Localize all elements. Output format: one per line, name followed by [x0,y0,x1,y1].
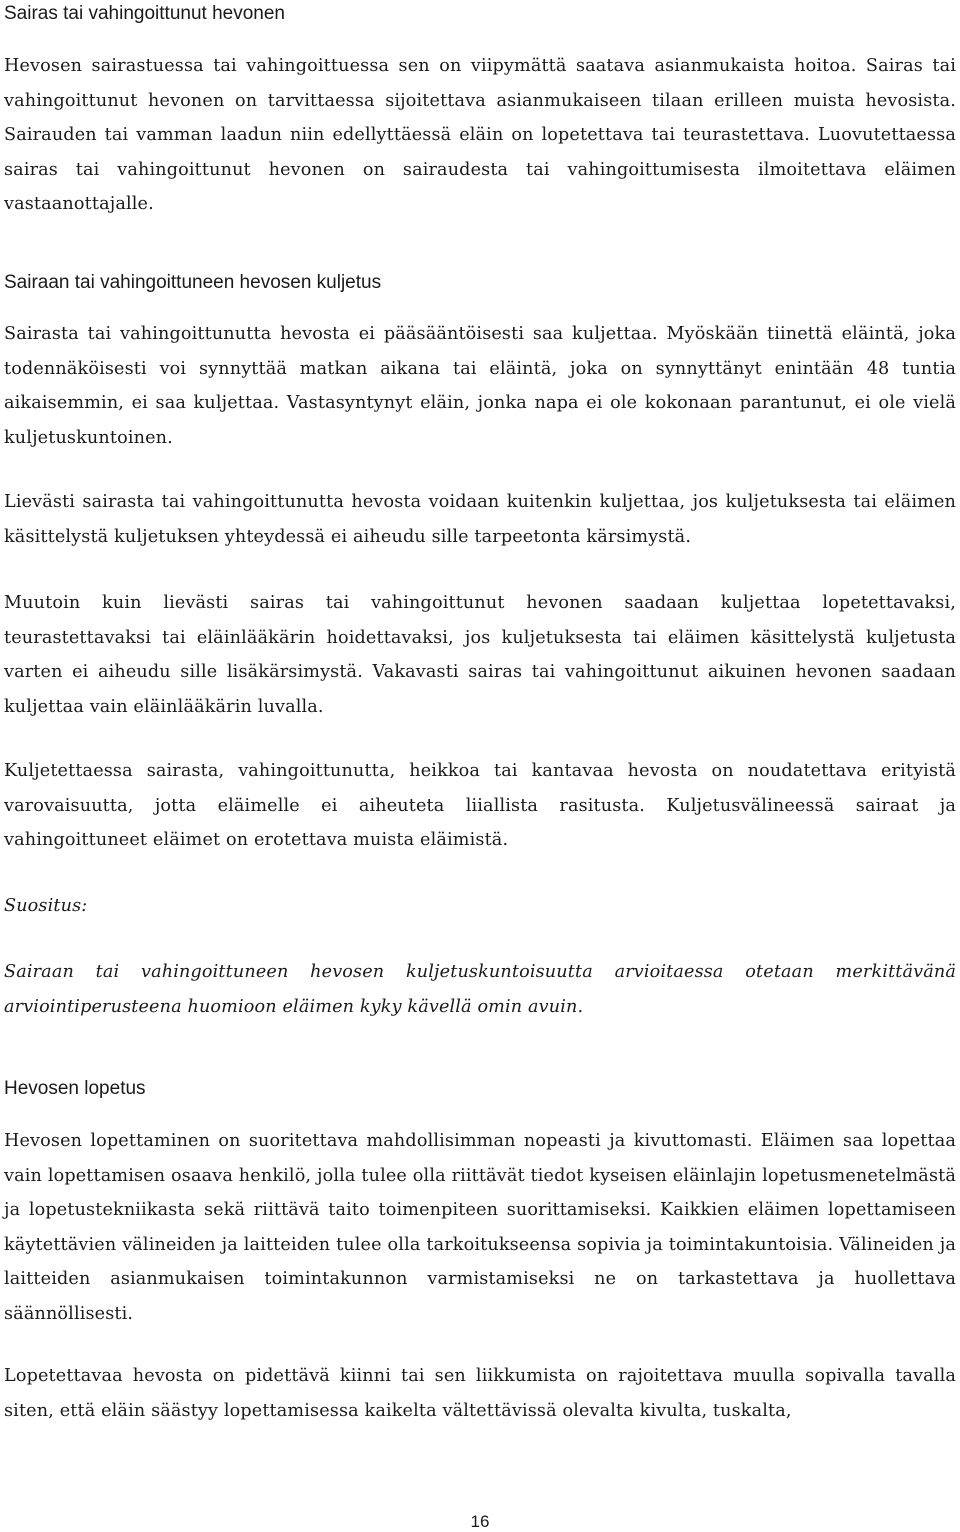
section-heading-euthanasia: Hevosen lopetus [4,1078,146,1099]
paragraph-transport-rules: Sairasta tai vahingoittunutta hevosta ei pääsääntöisesti saa kuljettaa. Myöskään tiinettä eläintä, joka todennäköisesti voi synnyttää matkan aikana tai eläintä, joka on synnyttänyt enintään 48 tuntia aikaisemmin, ei saa kuljettaa. Vastasyntynyt eläin, jonka napa ei ole kokonaan parantunut, ei ole vielä kuljetuskuntoinen. [4,324,956,448]
paragraph-mild-transport: Lievästi sairasta tai vahingoittunutta hevosta voidaan kuitenkin kuljettaa, jos kuljetuksesta tai eläimen käsittelystä kuljetuksen yhteydessä ei aiheudu sille tarpeetonta kärsimystä. [4,492,956,547]
paragraph-sick-horse-care: Hevosen sairastuessa tai vahingoittuessa sen on viipymättä saatava asianmukaista hoitoa. Sairas tai vahingoittunut hevonen on tarvittaessa sijoitettava asianmukaiseen tilaan erilleen muista hevosista. Sairauden tai vamman laadun niin edellyttäessä eläin on lopetettava tai teurastettava. Luovutettaessa sairas tai vahingoittunut hevonen on sairaudesta tai vahingoittumisesta ilmoitettava eläimen vastaanottajalle. [4,56,956,214]
recommendation-text: Sairaan tai vahingoittuneen hevosen kuljetuskuntoisuutta arvioitaessa otetaan merkittävänä arviointiperusteena huomioon eläimen kyky kävellä omin avuin. [4,962,956,1017]
paragraph-careful-transport: Kuljetettaessa sairasta, vahingoittunutta, heikkoa tai kantavaa hevosta on noudatettava erityistä varovaisuutta, jotta eläimelle ei aiheuteta liiallista rasitusta. Kuljetusvälineessä sairaat ja vahingoittuneet eläimet on erotettava muista eläimistä. [4,761,956,850]
section-heading-sick-horse: Sairas tai vahingoittunut hevonen [4,3,285,24]
paragraph-euthanasia-rules: Hevosen lopettaminen on suoritettava mahdollisimman nopeasti ja kivuttomasti. Eläimen saa lopettaa vain lopettamisen osaava henkilö, jolla tulee olla riittävät tiedot kyseisen eläinlajin lopetusmenetelmästä ja lopetustekniikasta sekä riittävä taito toimenpiteen suorittamiseksi. Kaikkien eläimen lopettamiseen käytettävien välineiden ja laitteiden tulee olla tarkoitukseensa sopivia ja toimintakuntoisia. Välineiden ja laitteiden asianmukaisen toimintakunnon varmistamiseksi ne on tarkastettava ja huollettava säännöllisesti. [4,1131,956,1324]
paragraph-other-transport: Muutoin kuin lievästi sairas tai vahingoittunut hevonen saadaan kuljettaa lopetettavaksi, teurastettavaksi tai eläinlääkärin hoidettavaksi, jos kuljetuksesta tai eläimen käsittelystä kuljetusta varten ei aiheudu sille lisäkärsimystä. Vakavasti sairas tai vahingoittunut aikuinen hevonen saadaan kuljettaa vain eläinlääkärin luvalla. [4,593,956,717]
section-heading-transport: Sairaan tai vahingoittuneen hevosen kuljetus [4,272,382,293]
recommendation-label: Suositus: [4,896,88,916]
page-number: 16 [470,1512,490,1531]
paragraph-euthanasia-restraint: Lopetettavaa hevosta on pidettävä kiinni tai sen liikkumista on rajoitettava muulla sopivalla tavalla siten, että eläin säästyy lopettamisessa kaikelta vältettävissä olevalta kivulta, tuskalta, [4,1366,956,1421]
